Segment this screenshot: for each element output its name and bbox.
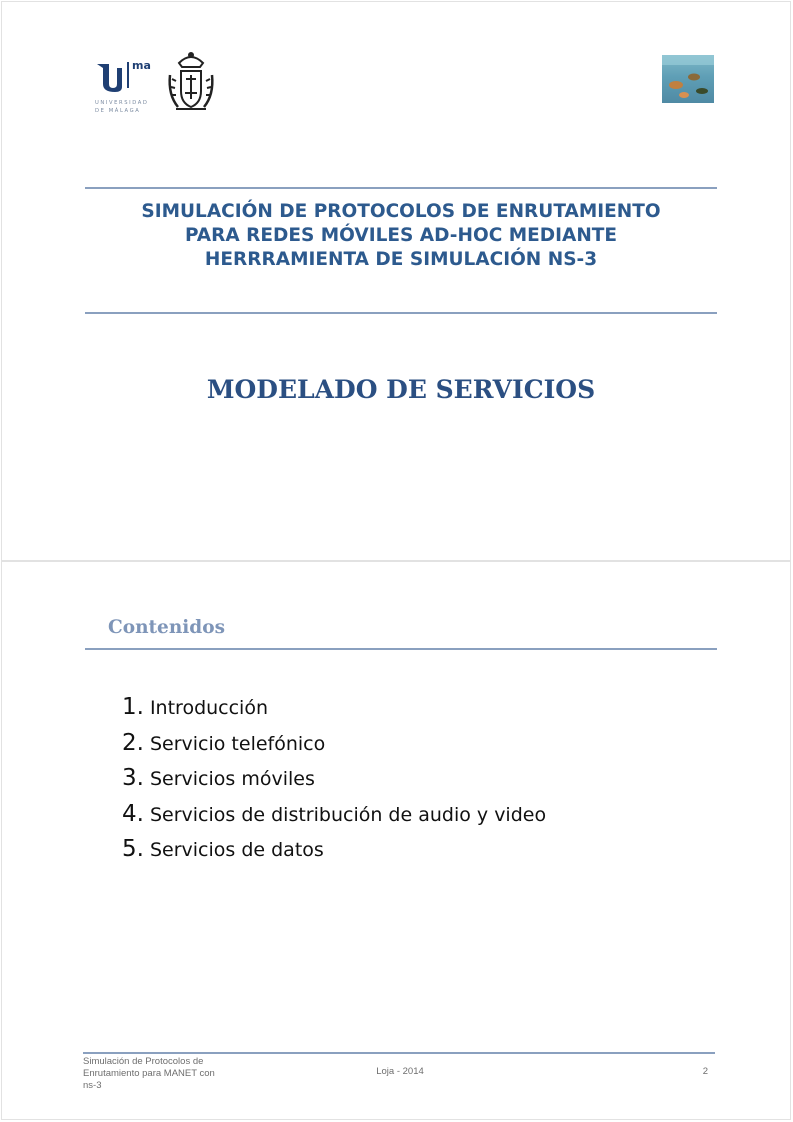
footer-course-title: [83, 1056, 243, 1092]
toc-item-number: 2.: [122, 729, 144, 756]
toc-item-number: 1.: [122, 694, 144, 720]
toc-item-number: 5.: [122, 836, 144, 862]
section-title: MODELADO DE SERVICIOS: [206, 375, 596, 404]
toc-item-label: Introducción: [149, 697, 269, 719]
footer-page-number: 2: [702, 1066, 708, 1077]
table-of-contents: [122, 694, 546, 872]
school-crest-icon: [164, 49, 218, 115]
toc-item-number: 4.: [122, 800, 144, 827]
toc-item-label: Servicios de datos: [149, 839, 324, 861]
footer-location-date: Loja - 2014: [376, 1066, 424, 1077]
toc-item: [122, 801, 546, 837]
slide-title: [1, 1, 791, 561]
toc-item-label: Servicio telefónico: [149, 732, 326, 755]
contents-rule: [85, 648, 717, 650]
toc-item: [122, 694, 546, 730]
contents-heading: Contenidos: [108, 617, 225, 638]
toc-item-label: Servicios de distribución de audio y video: [149, 803, 547, 826]
footer-course-line-3: ns-3: [83, 1080, 102, 1091]
title-line-3: HERRRAMIENTA DE SIMULACIÓN NS-3: [204, 249, 598, 270]
slide-contents: [1, 561, 791, 1120]
footer-course-line-2: Enrutamiento para MANET con: [83, 1068, 215, 1079]
toc-item: [122, 765, 546, 801]
title-line-1: SIMULACIÓN DE PROTOCOLOS DE ENRUTAMIENTO: [141, 201, 661, 222]
university-name: [95, 99, 149, 115]
title-rule-bottom: [85, 312, 717, 314]
toc-item-label: Servicios móviles: [149, 768, 315, 790]
toc-item-number: 3.: [122, 765, 144, 791]
uma-mark-text: ma: [132, 59, 151, 72]
title-rule-top: [85, 187, 717, 189]
title-line-2: PARA REDES MÓVILES AD-HOC MEDIANTE: [184, 225, 618, 246]
toc-item: [122, 836, 546, 872]
university-logo: [95, 54, 155, 118]
sea-turtles-photo-icon: [662, 55, 714, 103]
footer-course-line-1: Simulación de Protocolos de: [83, 1056, 204, 1067]
toc-item: [122, 730, 546, 766]
university-name-line1: UNIVERSIDAD: [95, 100, 149, 106]
university-name-line2: DE MÁLAGA: [95, 108, 141, 114]
header-photo: [662, 55, 714, 103]
footer-rule: [83, 1052, 715, 1054]
presentation-title: [85, 200, 717, 272]
